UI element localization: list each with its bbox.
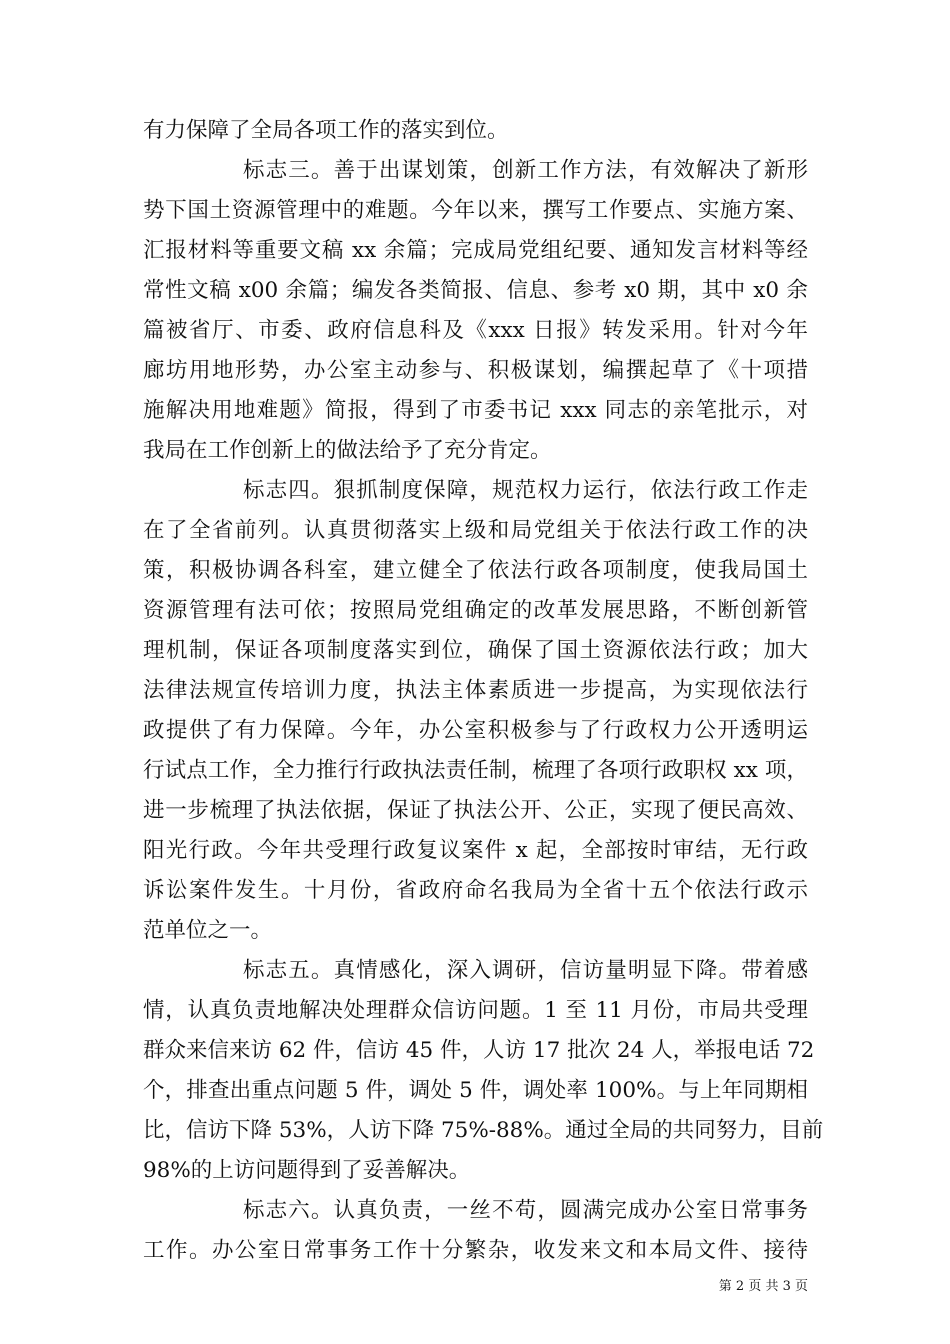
paragraph-start-line: 标志六。认真负责，一丝不苟，圆满完成办公室日常事务	[243, 1198, 808, 1223]
text-line: 范单位之一。	[143, 918, 273, 943]
text-line: 比，信访下降 53%，人访下降 75%-88%。通过全局的共同努力，目前	[143, 1118, 824, 1143]
text-line: 情，认真负责地解决处理群众信访问题。1 至 11 月份，市局共受理	[143, 998, 808, 1023]
text-line: 我局在工作创新上的做法给予了充分肯定。	[143, 438, 552, 463]
text-line: 在了全省前列。认真贯彻落实上级和局党组关于依法行政工作的决	[143, 518, 808, 543]
text-line: 策，积极协调各科室，建立健全了依法行政各项制度，使我局国土	[143, 558, 808, 583]
paragraph-start-line: 标志五。真情感化，深入调研，信访量明显下降。带着感	[243, 958, 808, 983]
text-line: 进一步梳理了执法依据，保证了执法公开、公正，实现了便民高效、	[143, 798, 808, 823]
text-line: 有力保障了全局各项工作的落实到位。	[143, 118, 509, 143]
paragraph-start-line: 标志四。狠抓制度保障，规范权力运行，依法行政工作走	[243, 478, 808, 503]
text-line: 资源管理有法可依；按照局党组确定的改革发展思路，不断创新管	[143, 598, 808, 623]
text-line: 理机制，保证各项制度落实到位，确保了国土资源依法行政；加大	[143, 638, 808, 663]
text-line: 常性文稿 x00 余篇；编发各类简报、信息、参考 x0 期，其中 x0 余	[143, 278, 808, 303]
text-line: 篇被省厅、市委、政府信息科及《xxx 日报》转发采用。针对今年	[143, 318, 808, 343]
text-line: 施解决用地难题》简报，得到了市委书记 xxx 同志的亲笔批示，对	[143, 398, 808, 423]
text-line: 98%的上访问题得到了妥善解决。	[143, 1158, 471, 1183]
text-line: 工作。办公室日常事务工作十分繁杂，收发来文和本局文件、接待	[143, 1238, 808, 1263]
text-line: 政提供了有力保障。今年，办公室积极参与了行政权力公开透明运	[143, 718, 808, 743]
text-line: 个，排查出重点问题 5 件，调处 5 件，调处率 100%。与上年同期相	[143, 1078, 808, 1103]
text-line: 汇报材料等重要文稿 xx 余篇；完成局党组纪要、通知发言材料等经	[143, 238, 808, 263]
text-line: 行试点工作，全力推行行政执法责任制，梳理了各项行政职权 xx 项，	[143, 758, 808, 783]
text-line: 群众来信来访 62 件，信访 45 件，人访 17 批次 24 人，举报电话 72	[143, 1038, 815, 1063]
paragraph-start-line: 标志三。善于出谋划策，创新工作方法，有效解决了新形	[243, 158, 808, 183]
text-line: 法律法规宣传培训力度，执法主体素质进一步提高，为实现依法行	[143, 678, 808, 703]
page-number-footer: 第 2 页 共 3 页	[718, 1279, 808, 1294]
text-line: 阳光行政。今年共受理行政复议案件 x 起，全部按时审结，无行政	[143, 838, 808, 863]
text-line: 势下国土资源管理中的难题。今年以来，撰写工作要点、实施方案、	[143, 198, 808, 223]
text-line: 诉讼案件发生。十月份，省政府命名我局为全省十五个依法行政示	[143, 878, 808, 903]
text-line: 廊坊用地形势，办公室主动参与、积极谋划，编撰起草了《十项措	[143, 358, 808, 383]
